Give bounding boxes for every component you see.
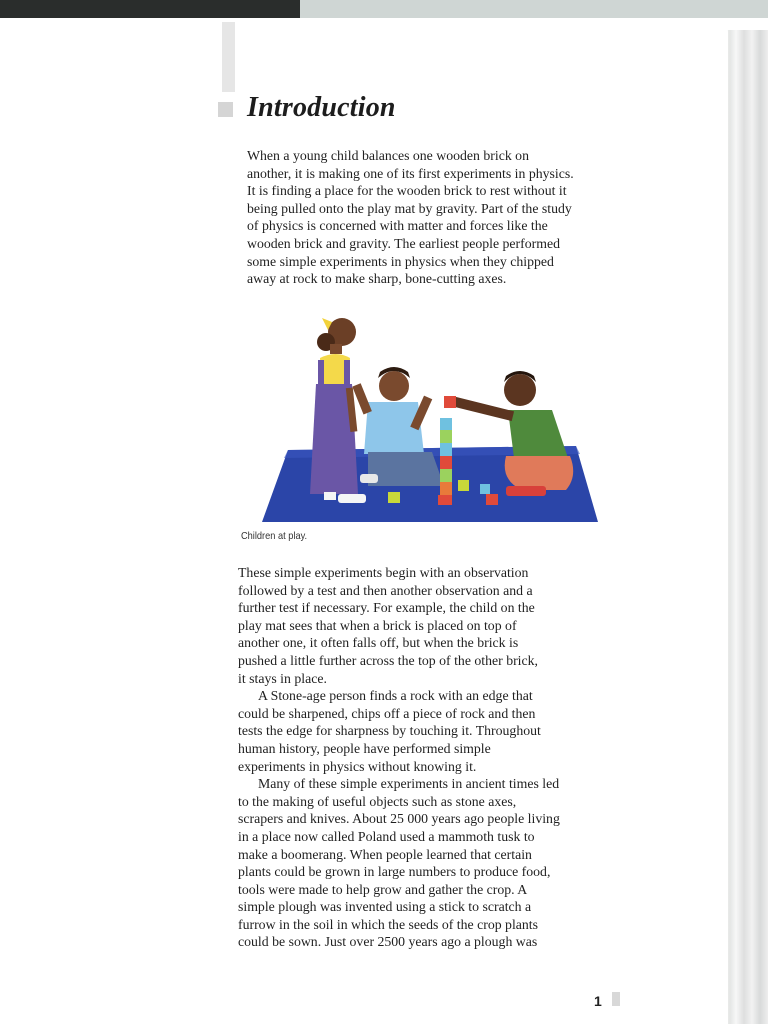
page-number-marker — [612, 992, 620, 1006]
text-line: scrapers and knives. About 25 000 years ago people living — [238, 811, 560, 827]
scan-top-edge-light — [300, 0, 768, 18]
decorative-bar — [222, 22, 235, 92]
text-line: of physics is concerned with matter and forces like the — [247, 218, 548, 234]
text-line: tools were made to help grow and gather the crop. A — [238, 881, 528, 897]
image-caption: Children at play. — [241, 530, 308, 542]
text-line: being pulled onto the play mat by gravity. Part of the study — [247, 200, 572, 216]
text-line: It is finding a place for the wooden brick to rest without it — [247, 183, 567, 199]
text-line: could be sharpened, chips off a piece of rock and then — [238, 705, 536, 721]
text-line: When a young child balances one wooden brick on — [247, 148, 529, 163]
text-line: followed by a test and then another observation and a — [238, 582, 533, 598]
text-line: These simple experiments begin with an observation — [238, 565, 529, 580]
text-line: to the making of useful objects such as stone axes, — [238, 793, 517, 809]
text-line: could be sown. Just over 2500 years ago a plough was — [238, 934, 538, 950]
text-line: plants could be grown in large numbers to produce food, — [238, 864, 551, 880]
text-line: it stays in place. — [238, 670, 327, 686]
text-line: tests the edge for sharpness by touching it. Throughout — [238, 723, 541, 739]
heading-marker-icon — [218, 102, 233, 117]
text-line: play mat sees that when a brick is placed on top of — [238, 617, 517, 633]
children-playing-blocks-illustration — [258, 300, 604, 530]
text-line: Many of these simple experiments in ancient times led — [258, 776, 560, 792]
text-line: human history, people have performed simple — [238, 740, 491, 756]
text-line: further test if necessary. For example, the child on the — [238, 600, 535, 616]
text-line: pushed a little further across the top of the other brick, — [238, 652, 538, 668]
text-line: make a boomerang. When people learned that certain — [238, 846, 532, 862]
text-line: experiments in physics without knowing it. — [238, 758, 477, 774]
text-line: furrow in the soil in which the seeds of the crop plants — [238, 916, 539, 932]
text-line: simple plough was invented using a stick to scratch a — [238, 899, 532, 915]
book-page-edges — [724, 30, 768, 1024]
text-line: another, it is making one of its first experiments in physics. — [247, 165, 574, 181]
text-line: wooden brick and gravity. The earliest people performed — [247, 235, 560, 251]
page-number: 1 — [594, 993, 602, 1009]
text-line: in a place now called Poland used a mammoth tusk to — [238, 828, 535, 844]
body-paragraph — [238, 564, 560, 951]
text-line: some simple experiments in physics when they chipped — [247, 253, 554, 269]
intro-paragraph — [247, 147, 574, 288]
text-line: another one, it often falls off, but when the brick is — [238, 635, 519, 651]
text-line: away at rock to make sharp, bone-cutting axes. — [247, 271, 507, 287]
page-title: Introduction — [247, 92, 396, 123]
text-line: A Stone-age person finds a rock with an edge that — [258, 688, 533, 704]
